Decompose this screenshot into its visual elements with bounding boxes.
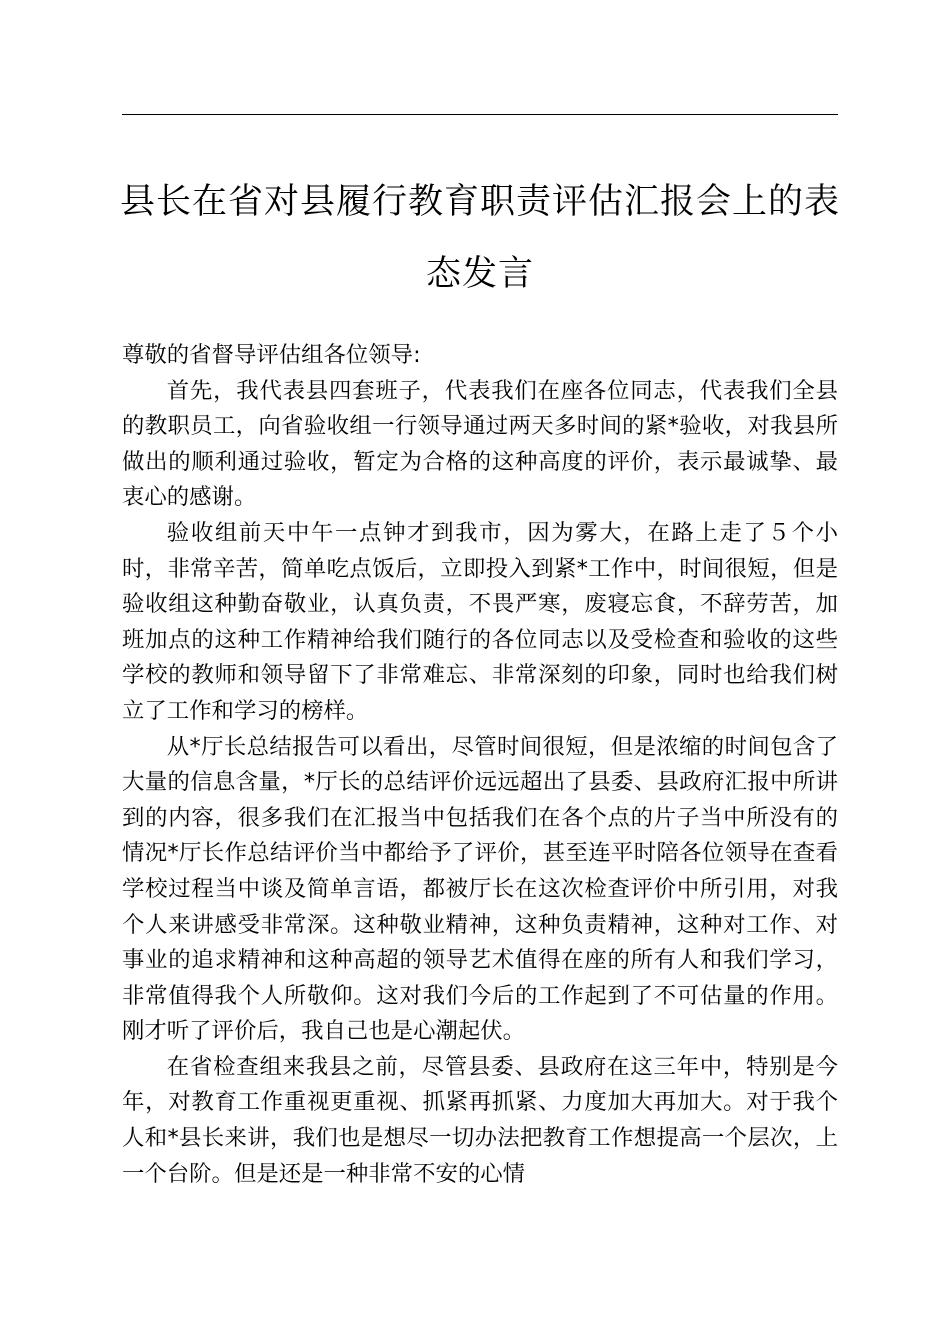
paragraph-3: 从*厅长总结报告可以看出，尽管时间很短，但是浓缩的时间包含了大量的信息含量，*厅长的总结评价远远超出了县委、县政府汇报中所讲到的内容，很多我们在汇报当中包括我们在各个点的片子当中所没有的情况*厅长作总结评价当中都给予了评价，甚至连平时陪各位领导在查看学校过程当中谈及简单言语，都被厅长在这次检查评价中所引用，对我个人来讲感受非常深。这种敬业精神，这种负责精神，这种对工作、对事业的追求精神和这种高超的领导艺术值得在座的所有人和我们学习，非常值得我个人所敬仰。这对我们今后的工作起到了不可估量的作用。刚才听了评价后，我自己也是心潮起伏。 [122,733,838,1045]
paragraph-1: 首先，我代表县四套班子，代表我们在座各位同志，代表我们全县的教职员工，向省验收组一行领导通过两天多时间的紧*验收，对我县所做出的顺利通过验收，暂定为合格的这种高度的评价，表示最诚挚、最衷心的感谢。 [122,377,838,511]
paragraph-2: 验收组前天中午一点钟才到我市，因为雾大，在路上走了５个小时，非常辛苦，简单吃点饭后，立即投入到紧*工作中，时间很短，但是验收组这种勤奋敬业，认真负责，不畏严寒，废寝忘食，不辞劳苦，加班加点的这种工作精神给我们随行的各位同志以及受检查和验收的这些学校的教师和领导留下了非常难忘、非常深刻的印象，同时也给我们树立了工作和学习的榜样。 [122,519,838,724]
header-rule [122,114,838,115]
document-title: 县长在省对县履行教育职责评估汇报会上的表态发言 [119,182,840,294]
salutation: 尊敬的省督导评估组各位领导: [122,342,421,368]
document-body [122,338,838,1192]
paragraph-4: 在省检查组来我县之前，尽管县委、县政府在这三年中，特别是今年，对教育工作重视更重视、抓紧再抓紧、力度加大再加大。对于我个人和*县长来讲，我们也是想尽一切办法把教育工作想提高一个层次，上一个台阶。但是还是一种非常不安的心情 [122,1053,838,1187]
